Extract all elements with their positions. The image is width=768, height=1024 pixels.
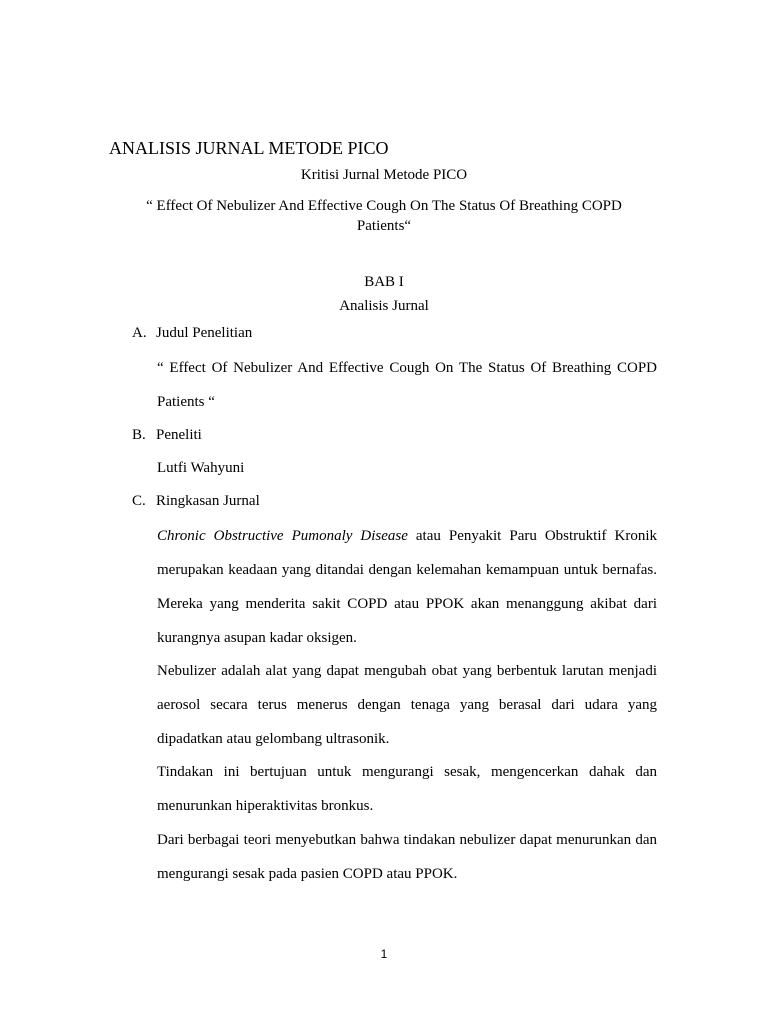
chapter-title: Analisis Jurnal (339, 298, 429, 314)
summary-paragraph-4: Dari berbagai teori menyebutkan bahwa tindakan nebulizer dapat menurunkan dan mengurangi sesak pada pasien COPD atau PPOK. (157, 832, 657, 882)
section-c-label: Ringkasan Jurnal (156, 493, 260, 509)
summary-paragraph-1-text: atau Penyakit Paru Obstruktif Kronik merupakan keadaan yang ditandai dengan kelemahan kemampuan untuk bernafas. Mereka yang menderita sakit COPD atau PPOK akan menanggung akibat dari kurangnya asupan kadar oksigen. (157, 528, 657, 646)
summary-paragraph-2: Nebulizer adalah alat yang dapat mengubah obat yang berbentuk larutan menjadi aerosol secara terus menerus dengan tenaga yang berasal dari udara yang dipadatkan atau gelombang ultrasonik. (157, 663, 657, 747)
summary-paragraph-1 (157, 519, 657, 655)
article-title: “ Effect Of Nebulizer And Effective Cough On The Status Of Breathing COPD Patients“ (146, 198, 622, 234)
chapter-heading: BAB I (364, 274, 404, 290)
document-subtitle: Kritisi Jurnal Metode PICO (300, 167, 468, 183)
section-a-heading (132, 325, 252, 342)
section-b-label: Peneliti (156, 427, 202, 443)
section-c-letter: C. (132, 493, 146, 509)
disease-name-italic: Chronic Obstructive Pumonaly Disease (157, 528, 408, 544)
section-a-letter: A. (132, 325, 147, 341)
section-a-body: “ Effect Of Nebulizer And Effective Cough On The Status Of Breathing COPD Patients “ (157, 360, 657, 410)
section-b-body: Lutfi Wahyuni (157, 460, 245, 476)
summary-paragraph-3: Tindakan ini bertujuan untuk mengurangi sesak, mengencerkan dahak dan menurunkan hiperaktivitas bronkus. (157, 764, 657, 814)
page-number: 1 (380, 947, 388, 961)
section-b-letter: B. (132, 427, 146, 443)
document-title: ANALISIS JURNAL METODE PICO (109, 138, 389, 158)
section-a-label: Judul Penelitian (156, 325, 253, 341)
section-c-heading (132, 493, 260, 510)
section-b-heading (132, 427, 202, 444)
